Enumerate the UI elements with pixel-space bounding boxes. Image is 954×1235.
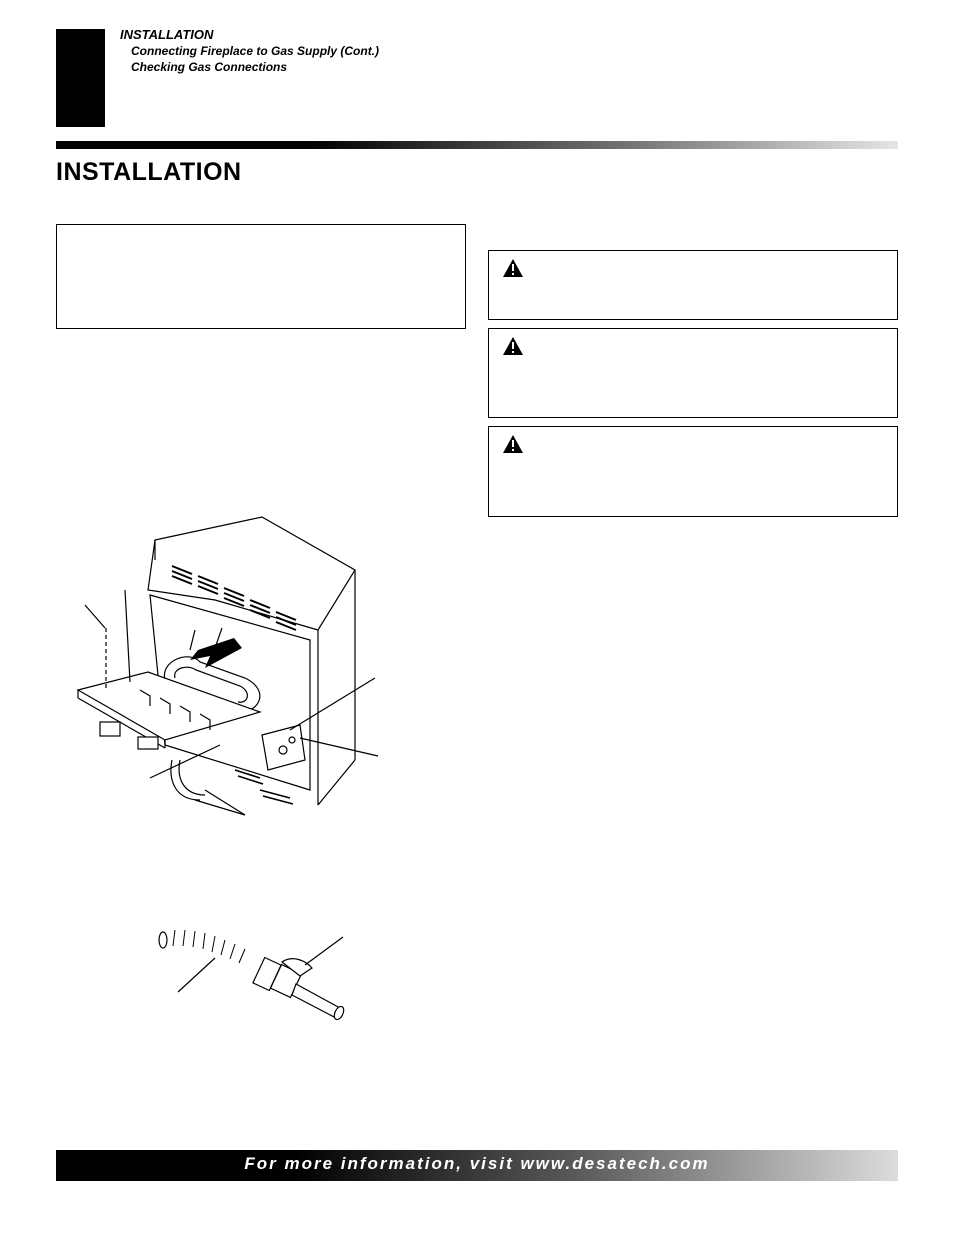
gas-hose-illustration xyxy=(155,925,355,1025)
notice-box xyxy=(56,224,466,329)
page-title: INSTALLATION xyxy=(56,158,242,186)
warning-triangle-icon xyxy=(502,434,524,454)
warning-triangle-icon xyxy=(502,336,524,356)
section-tab-block xyxy=(56,29,105,127)
footer-website-link[interactable]: For more information, visit www.desatech.com xyxy=(244,1154,710,1173)
header-section-title: INSTALLATION xyxy=(120,27,214,42)
header-gradient-rule xyxy=(56,141,898,149)
header-subsection-1: Connecting Fireplace to Gas Supply (Cont.) xyxy=(131,44,380,58)
header-subsection-2: Checking Gas Connections xyxy=(131,60,288,74)
fireplace-illustration xyxy=(70,510,390,830)
warning-box-3 xyxy=(488,426,898,517)
warning-triangle-icon xyxy=(502,258,524,278)
warning-box-1 xyxy=(488,250,898,320)
warning-box-2 xyxy=(488,328,898,418)
footer-bar xyxy=(56,1150,898,1181)
